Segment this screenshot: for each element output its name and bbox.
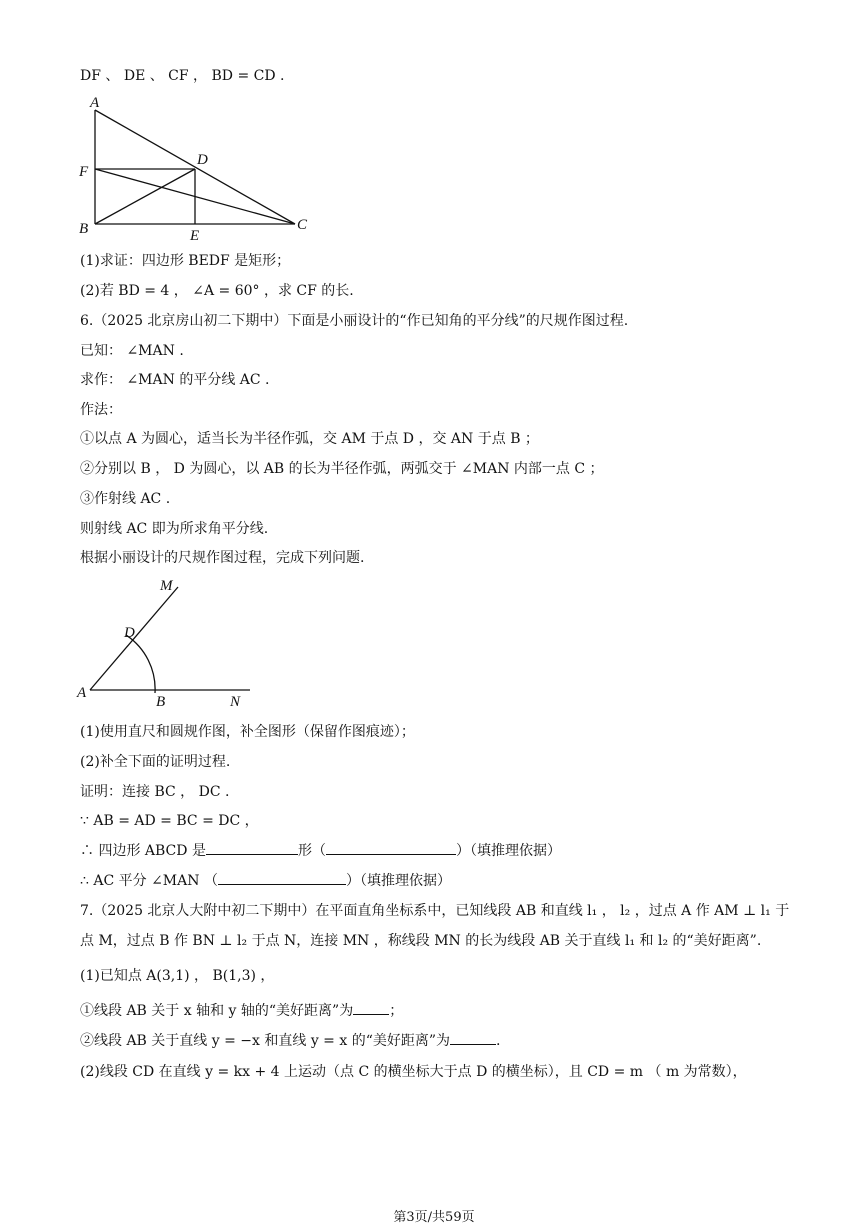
line-16-part-b: 形（ [297, 843, 326, 859]
page-footer: 第3页/共59页 [393, 1210, 475, 1225]
line-16-part-c: ）（填推理依据） [455, 843, 561, 859]
line-17-part-a: ∴ AC 平分 ∠MAN （ [80, 873, 218, 889]
line-22-part-b: . [496, 1033, 501, 1049]
line-22-part-a: ②线段 AB 关于直线 y = −x 和直线 y = x 的“美好距离”为 [80, 1033, 451, 1049]
line-16 [80, 840, 838, 862]
blank-distance-2[interactable] [450, 1030, 496, 1045]
line-2: (2)若 BD = 4 ， ∠A = 60° ，求 CF 的长. [80, 283, 354, 299]
label-m: M [160, 578, 173, 594]
line-21-part-b: ； [389, 1003, 404, 1019]
line-1: (1)求证：四边形 BEDF 是矩形； [80, 253, 291, 269]
line-20: (1)已知点 A(3,1) ， B(1,3) ， [80, 968, 275, 984]
line-6: 作法： [80, 402, 122, 418]
line-15: ∵ AB = AD = BC = DC ， [80, 813, 259, 829]
label-n: N [230, 694, 241, 710]
line-17 [80, 870, 838, 892]
line-16-part-a: ∴ 四边形 ABCD 是 [80, 843, 206, 859]
label-a: A [90, 95, 100, 111]
blank-reason-1[interactable] [326, 840, 456, 855]
line-7: ①以点 A 为圆心，适当长为半径作弧，交 AM 于点 D ，交 AN 于点 B ； [80, 431, 539, 447]
line-8: ②分别以 B ， D 为圆心，以 AB 的长为半径作弧，两弧交于 ∠MAN 内部一点 C ； [80, 461, 604, 477]
label-c: C [297, 217, 308, 233]
label-b: B [79, 221, 89, 237]
line-21-part-a: ①线段 AB 关于 x 轴和 y 轴的“美好距离”为 [80, 1003, 354, 1019]
line-10: 则射线 AC 即为所求角平分线. [80, 521, 269, 537]
line-5: 求作： ∠MAN 的平分线 AC . [80, 372, 270, 388]
line-21 [80, 1000, 838, 1022]
figure-angle-man [70, 575, 270, 710]
line-0: DF 、 DE 、 CF ， BD = CD . [80, 68, 285, 84]
blank-reason-2[interactable] [218, 870, 346, 885]
line-11: 根据小丽设计的尺规作图过程，完成下列问题. [80, 550, 365, 566]
label-e: E [190, 228, 200, 242]
line-14: 证明：连接 BC ， DC . [80, 784, 230, 800]
segment-bd [95, 169, 195, 224]
line-23: (2)线段 CD 在直线 y = kx + 4 上运动（点 C 的横坐标大于点 D 的横坐标），且 CD = m （ m 为常数）， [80, 1064, 747, 1080]
line-3: 6.（2025 北京房山初二下期中）下面是小丽设计的“作已知角的平分线”的尺规作图过程. [80, 313, 629, 329]
label-b2: B [156, 694, 166, 710]
label-f: F [79, 164, 89, 180]
line-17-part-b: ）（填推理依据） [345, 873, 451, 889]
blank-shape[interactable] [206, 840, 298, 855]
line-4: 已知： ∠MAN . [80, 343, 184, 359]
label-d2: D [124, 625, 135, 641]
line-12: (1)使用直尺和圆规作图，补全图形（保留作图痕迹）； [80, 724, 415, 740]
line-19: 点 M，过点 B 作 BN ⊥ l₂ 于点 N，连接 MN ，称线段 MN 的长为线段 AB 关于直线 l₁ 和 l₂ 的“美好距离”. [80, 933, 762, 949]
line-18: 7.（2025 北京人大附中初二下期中）在平面直角坐标系中，已知线段 AB 和直线 l₁ ， l₂ ，过点 A 作 AM ⊥ l₁ 于 [80, 903, 790, 919]
label-a2: A [77, 685, 87, 701]
figure-rectangle-bedf [70, 92, 320, 242]
line-9: ③作射线 AC . [80, 491, 171, 507]
label-d: D [197, 152, 208, 168]
blank-distance-1[interactable] [353, 1000, 389, 1015]
line-22 [80, 1030, 838, 1052]
line-13: (2)补全下面的证明过程. [80, 754, 231, 770]
